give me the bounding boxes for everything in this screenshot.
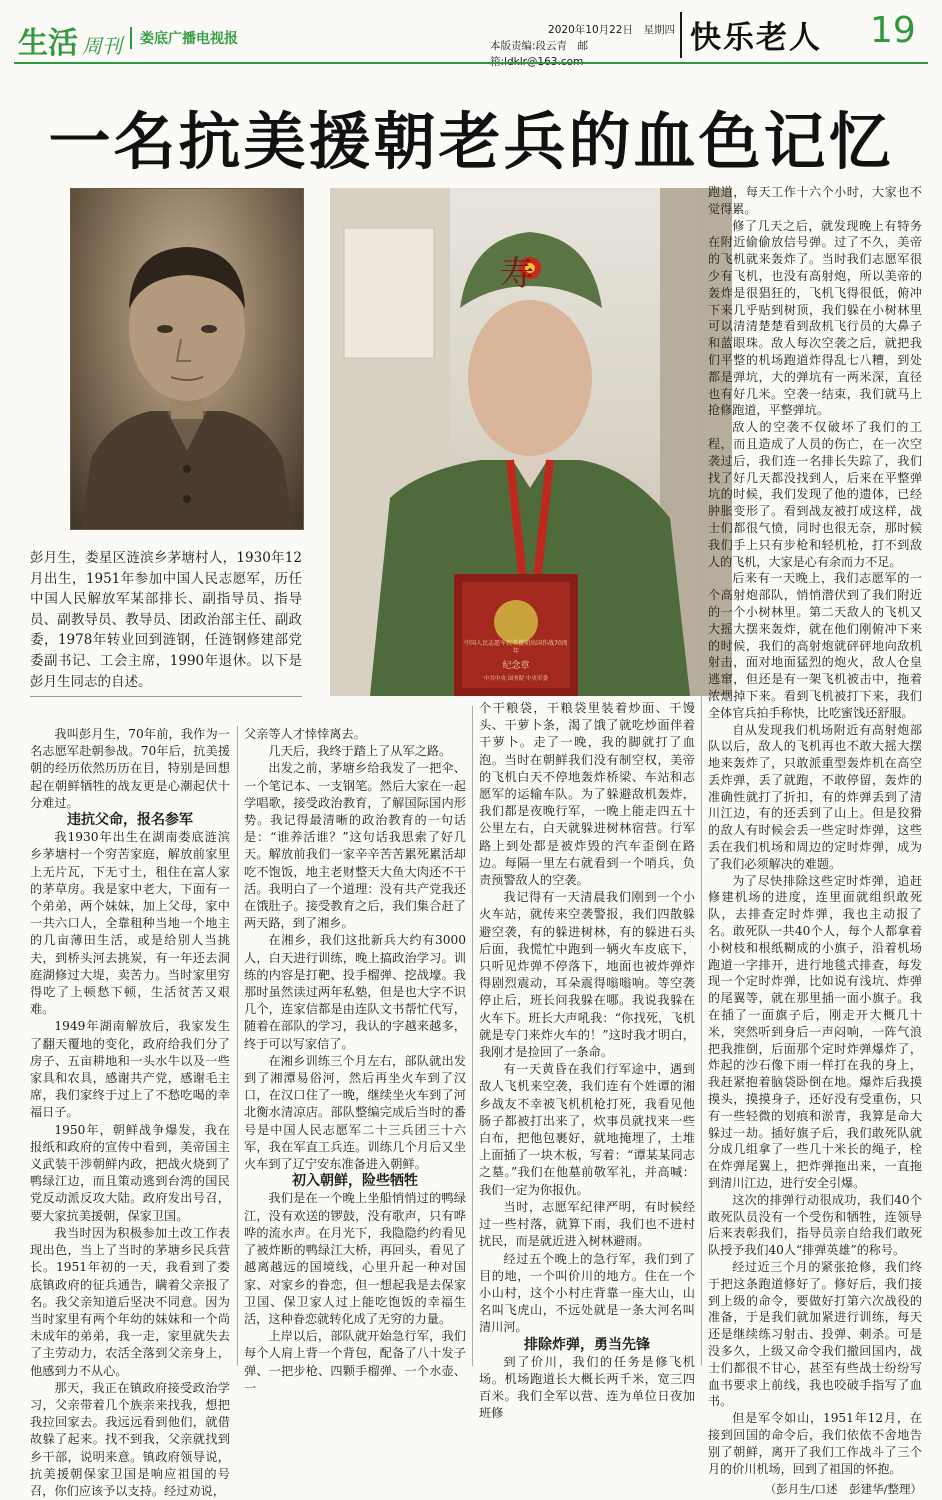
paragraph: 个干粮袋，干粮袋里装着炒面、干馒头、干萝卜条，渴了饿了就吃炒面伴着干萝卜。走了一晚，我的脚就打了血泡。当时在朝鲜我们没有制空权，美帝的飞机白天不停地轰炸桥梁、车站和志愿军的运输车队。为了躲避敌机轰炸，我们都是夜晚行军，一晚上能走四五十公里左右，白天就躲进树林宿营。行军路上到处都是被炸毁的汽车歪倒在路边。每隔一里左右就看到一个哨兵，负责预警敌人的空袭。	[479, 701, 695, 888]
author-credit: （彭月生/口述 彭建华/整理）	[764, 1482, 922, 1497]
medal-box-subtitle: 纪念章	[502, 661, 530, 671]
paragraph: 到了价川，我们的任务是修飞机场。机场跑道长大概长两千米，宽三四百米。我们全军以营、连为单位日夜加班修	[479, 1354, 695, 1421]
calligraphy-character: 寿	[500, 254, 534, 294]
masthead-brand	[18, 18, 238, 61]
issue-date: 2020年10月22日 星期四	[548, 24, 675, 36]
article-column-2	[244, 726, 466, 1397]
caption-rule	[30, 696, 302, 697]
medal-box-title: 中国人民志愿军抗美援朝出国作战70周年	[464, 640, 568, 655]
paragraph: 为了尽快排除这些定时炸弹，追赶修建机场的进度，连里面就组织敢死队，去排查定时炸弹，我也主动报了名。敢死队一共40个人，每个人都拿着小树枝和根纸糊成的小旗子，沿着机场跑道一字排开，进行地毯式排查，每发现一个定时炸弹，比如说有浅坑、炸弹的尾翼等，就在那里插一面小旗子。我在插了一面旗子后，刚走开大概几十米，突然听到身后一声闷响，一阵气浪把我推倒，后面那个定时炸弹爆炸了，炸起的沙石像下雨一样打在我的身上，我赶紧抱着脑袋卧倒在地。爆炸后我摸摸头，摸摸身子，还好没有受重伤，只有一些轻微的划痕和淤青，我算是命大躲过一劫。插好旗子后，我们敢死队就分成几组拿了一些几十米长的绳子，栓在炸弹尾翼上，把炸弹拖出来，一直拖到清川江边，进行安全引爆。	[708, 873, 922, 1191]
young-soldier-photo	[70, 188, 304, 530]
section-heading-2: 初入朝鲜，险些牺牲	[292, 1173, 418, 1190]
paragraph: 后来有一天晚上，我们志愿军的一个高射炮部队，悄悄潜伏到了我们附近的一个小树林里。第二天敌人的飞机又大摇大摆来轰炸，就在他们刚俯冲下来的时候，我们的高射炮就砰砰地向敌机射击，面对地面猛烈的炮火，敌人仓皇逃窜，但还是有一架飞机被击中，拖着浓烟掉下来。看到飞机被打下来，我们全体官兵拍手称快，比吃蜜饯还舒服。	[708, 571, 922, 720]
paragraph: 几天后，我终于踏上了从军之路。	[268, 744, 452, 759]
brand-name: 生活	[18, 26, 78, 61]
paragraph: 但是军令如山，1951年12月，在接到回国的命令后，我们依依不舍地告别了朝鲜，离开了我们工作战斗了三个月的价川机场，回到了祖国的怀抱。	[708, 1411, 922, 1476]
column-divider	[701, 188, 702, 1366]
medal-box-footer: 中共中央 国务院 中央军委	[484, 676, 548, 682]
paragraph: 那天，我正在镇政府接受政治学习，父亲带着几个族亲来找我，想把我拉回家去。我远远看到他们，就借故躲了起来。找不到我，父亲就找到乡干部，说明来意。镇政府领导说，抗美援朝保家卫国是响应祖国的号召，你们应该予以支持。经过劝说，	[30, 1380, 230, 1498]
brand-divider	[130, 27, 132, 49]
paragraph: 跑道，每天工作十六个小时，大家也不觉得累。	[708, 185, 922, 216]
paragraph: 在湘乡训练三个月左右，部队就出发到了湘潭易俗河，然后再坐火车到了汉口，在汉口住了一晚，继续坐火车到了河北衡水清凉店。部队整编完成后当时的番号是中国人民志愿军二十三兵团三十六军，我在军直工兵连。训练几个月后又坐火车到了辽宁安东准备进入朝鲜。	[244, 1053, 466, 1172]
paragraph: 父亲等人才悻悻离去。	[244, 727, 366, 741]
photo-caption: 彭月生，娄星区涟滨乡茅塘村人，1930年12月出生，1951年参加中国人民志愿军，历任中国人民解放军某部排长、副指导员、指导员、副教导员、教导员、团政治部主任、副政委，1978年转业回到涟钢，任涟钢修建部党委副书记、工会主席，1990年退休。以下是彭月生同志的自述。	[30, 550, 302, 690]
paragraph: 我1930年出生在湖南娄底涟滨乡茅塘村一个穷苦家庭，解放前家里上无片瓦，下无寸土，租住在富人家的茅草房。我是家中老大，下面有一个弟弟，两个妹妹，加上父母，家中一共六口人，全靠租种当地一个地主的几亩薄田生活，或是给别人当挑夫，到桥头河去挑炭，有一年还去洞庭湖修过大堤，卖苦力。当时家里穷得吃了上顿愁下顿，生活贫苦又艰难。	[30, 830, 230, 1017]
editor-line: 本版责编:段云青 邮	[490, 40, 589, 52]
paragraph: 经过近三个月的紧张抢修，我们终于把这条跑道修好了。修好后，我们接到上级的命令，要做好打第六次战役的准备，于是我们就加紧进行训练，每天还是继续练习射击、投弹、刺杀。可是没多久，上级又命令我们撤回国内，战士们都很不甘心，甚至有些战士纷纷写血书要求上前线，我也咬破手指写了血书。	[708, 1260, 922, 1409]
masthead-divider	[680, 12, 682, 58]
article-column-4	[708, 184, 922, 1498]
paragraph: 在湘乡，我们这批新兵大约有3000人，白天进行训练，晚上搞政治学习。训练的内容是打靶、投手榴弹、挖战壕。我那时虽然读过两年私塾，但是也大字不识几个，连家信都是由连队文书帮忙代写，随着在部队的学习，我认的字越来越多，终于可以写家信了。	[244, 933, 466, 1051]
brand-sub: 周刊	[82, 34, 122, 58]
section-heading-3: 排除炸弹，勇当先锋	[524, 1336, 650, 1353]
column-divider	[472, 706, 473, 1366]
paragraph: 上岸以后，部队就开始急行军，我们每个人肩上背一个背包，配备了八十发子弹、一把步枪、四颗手榴弹、一个水壶、一	[244, 1329, 466, 1395]
column-divider	[237, 726, 238, 1366]
paragraph: 我记得有一天清晨我们刚到一个小火车站，就传来空袭警报，我们四散躲避空袭，有的躲进树林，有的躲进石头后面，我慌忙中跑到一辆火车皮底下，只听见炸弹不停落下，地面也被炸弹炸得剧烈震动，耳朵震得嗡嗡响。等空袭停止后，班长问我躲在哪。我说我躲在火车下。班长大声吼我：“你找死，飞机就是专门来炸火车的！”这时我才明白，我刚才是捡回了一条命。	[479, 890, 695, 1060]
paragraph: 经过五个晚上的急行军，我们到了目的地，一个叫价川的地方。住在一个小山村，这个小村庄背靠一座大山，山名叫飞虎山，不远处就是一条大河名叫清川河。	[479, 1251, 695, 1335]
paragraph: 1949年湖南解放后，我家发生了翻天覆地的变化，政府给我们分了房子、五亩耕地和一头水牛以及一些家具和农具，感谢共产党，感谢毛主席，我们家终于过上了不愁吃喝的幸福日子。	[30, 1019, 230, 1120]
paragraph: 修了几天之后，就发现晚上有特务在附近偷偷放信号弹。过了不久，美帝的飞机就来轰炸了。当时我们志愿军很少有飞机，也没有高射炮，所以美帝的轰炸是很猖狂的，飞机飞得很低，俯冲下来几乎贴到树顶，我们躲在小树林里可以清清楚楚看到敌机飞行员的大鼻子和蓝眼珠。敌人每次空袭之后，就把我们平整的机场跑道炸得乱七八糟，到处都是弹坑，大的弹坑有一两米深，直径也有好几米。空袭一结束，我们就马上抢修跑道，平整弹坑。	[708, 218, 922, 418]
paragraph: 出发之前，茅塘乡给我发了一把伞、一个笔记本、一支钢笔。然后大家在一起学唱歌，接受政治教育，了解国际国内形势。我记得最清晰的政治教育的一句话是：“谁养活谁？”这句话我思索了好几天。解放前我们一家辛辛苦苦累死累活却吃不饱饭，地主老财整天大鱼大肉还不干活。我明白了一个道理：没有共产党我还在饿肚子。接受教育之后，我们集合赶了两天路，到了湘乡。	[244, 761, 466, 931]
section-heading-1: 违抗父命，报名参军	[67, 812, 193, 829]
paragraph: 有一天黄昏在我们行军途中，遇到敌人飞机来空袭，我们连有个姓谭的湘乡战友不幸被飞机机枪打死，我看见他肠子都被打出来了，炊事员就找来一些白布，把他包裹好，就地掩埋了，土堆上面插了一块木板，写着：“谭某某同志之墓。”我们在他墓前敬军礼，并高喊：我们一定为你报仇。	[479, 1062, 695, 1197]
article-column-3	[479, 700, 695, 1423]
paragraph: 1950年，朝鲜战争爆发，我在报纸和政府的宣传中看到，美帝国主义武装干涉朝鲜内政，把战火烧到了鸭绿江边，而且策动逃到台湾的国民党反动派反攻大陆。政府发出号召，要大家抗美援朝，保家卫国。	[30, 1122, 230, 1223]
paragraph: 当时，志愿军纪律严明，有时候经过一些村落，就算下雨，我们也不进村扰民，而是就近进入树林避雨。	[479, 1199, 695, 1249]
veteran-photo	[330, 188, 732, 696]
page-number: 19	[870, 10, 916, 51]
paragraph: 这次的排弹行动很成功，我们40个敢死队员没有一个受伤和牺牲，连领导后来表彰我们，指导员亲自给我们敢死队授予我们40人“排弹英雄”的称号。	[708, 1192, 922, 1258]
section-title: 快乐老人	[690, 20, 822, 56]
paragraph: 敌人的空袭不仅破坏了我们的工程，而且造成了人员的伤亡，在一次空袭过后，我们连一名排长失踪了，我们找了好几天都没找到人，后来在平整弹坑的时候，我们发现了他的遗体，已经肿胀变形了。看到战友被打成这样，战士们都很气愤，同时也很无奈，那时候我们手上只有步枪和轻机枪，打不到敌人的飞机，大家是心有余而力不足。	[708, 420, 922, 569]
masthead-rule	[14, 62, 928, 64]
young-soldier-portrait	[71, 189, 303, 529]
station-name: 娄底广播电视报	[140, 31, 238, 47]
article-column-1	[30, 726, 230, 1500]
paragraph: 我们是在一个晚上坐船悄悄过的鸭绿江，没有欢送的锣鼓，没有歌声，只有哗哗的流水声。在月光下，我隐隐约约看见了被炸断的鸭绿江大桥，再回头，看见了越离越远的国境线，心里升起一种对国家、对家乡的眷恋，但一想起我是去保家卫国、保卫家人过上能吃饱饭的幸福生活，这种眷恋就转化成了无穷的力量。	[244, 1191, 466, 1326]
article-headline: 一名抗美援朝老兵的血色记忆	[48, 105, 894, 178]
paragraph: 我叫彭月生，70年前，我作为一名志愿军赴朝参战。70年后，抗美援朝的经历依然历历在目，特别是回想起在朝鲜牺牲的战友更是心潮起伏十分难过。	[30, 727, 230, 810]
paragraph: 我当时因为积极参加土改工作表现出色，当上了当时的茅塘乡民兵营长。1951年初的一天，我看到了娄底镇政府的征兵通告，瞒着父亲报了名。我父亲知道后坚决不同意。因为当时家里有两个年幼的妹妹和一个尚未成年的弟弟，我一走，家里就失去了主劳动力，农活全落到父亲身上，他感到力不从心。	[30, 1225, 230, 1378]
paragraph: 自从发现我们机场附近有高射炮部队以后，敌人的飞机再也不敢大摇大摆地来轰炸了，只敢派重型轰炸机在高空丢炸弹，丢了就跑，不敢停留，轰炸的准确性就打了折扣，有的炸弹丢到了清川江边，有的还丢到了山上。但是狡猾的敌人有时候会丢一些定时炸弹，这些丢在我们机场和周边的定时炸弹，成为了我们必须解决的难题。	[708, 722, 922, 871]
